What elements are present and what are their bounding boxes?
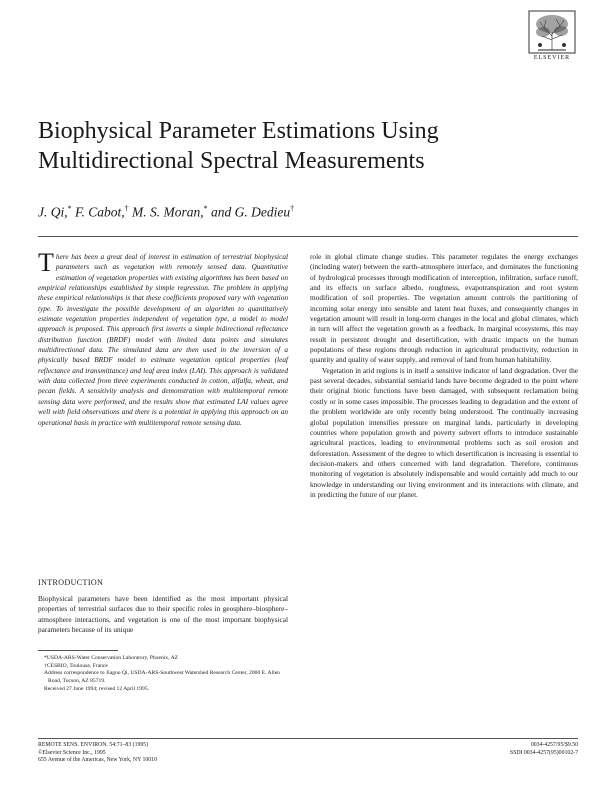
footnote-affiliation-2: †CESBIO, Toulouse, France bbox=[44, 662, 108, 669]
author-2-mark: † bbox=[124, 204, 129, 213]
footer-divider bbox=[38, 738, 578, 739]
citation-line-3: 655 Avenue of the Americas, New York, NY 10010 bbox=[38, 757, 157, 764]
issn-line-1: 0034-4257/95/$9.50 bbox=[530, 742, 578, 748]
abstract-text: here has been a great deal of interest in estimation of terrestrial biophysical parameters such as vegetation with remotely sensed data. Quantitative estimation of vegetation properties with existing algorithms has been based on empirical relationships established by simple regression. The problem in applying these empirical relationships is that these coefficients proposed vary with vegetation type. To investigate the possible development of an algorithm to quantitatively estimate vegetation properties independent of vegetation type, a model to model approach is proposed. This approach first inverts a simple bidirectional reflectance distribution function (BRDF) model with limited data points and simulates multidirectional data. The simulated data are then used in the inversion of a physically based BRDF model to estimate vegetation optical properties (leaf reflectance and transmittance) and leaf area index (LAI). This approach is validated with data collected from three experiments conducted in cotton, alfalfa, wheat, and pecan fields. A sensitivity analysis and demonstration with multitemporal remote sensing data were performed, and the results show that estimated LAI values agree well with field observations and there is a potential in applying this approach on an operational basis in practice with multitemporal remote sensing data. bbox=[38, 252, 288, 427]
header-divider bbox=[38, 236, 578, 237]
author-1: J. Qi, bbox=[38, 204, 68, 220]
elsevier-tree-icon bbox=[528, 10, 576, 54]
issn-info bbox=[478, 742, 578, 757]
issn-line-2: SSDI 0034-4257(95)00102-7 bbox=[509, 749, 578, 756]
right-paragraph-1: role in global climate change studies. This parameter regulates the energy exchanges (including water) between the earth–atmosphere interface, and dominates the functioning of hydrological processes through modification of interception, infiltration, surface runoff, and its effects on surface albedo, roughness, evapotranspiration and root system modification of soil properties. The vegetation amount controls the partitioning of incoming solar energy into sensible and latent heat fluxes, and consequently changes in vegetation amount will result in long-term changes in the local and global climates, which in turn will affect the vegetation growth as a feedback. In marginal ecosystems, this may result in persistent drought and desertification, with drastic impacts on the human populations of these regions through reduction in agricultural productivity, reduction in quantity and quality of water supply, and removal of land from human habitability. bbox=[310, 252, 578, 365]
author-3-mark: * bbox=[203, 204, 208, 213]
author-4-mark: † bbox=[290, 204, 295, 213]
footnote-affiliation-1: *USDA-ARS-Water Conservation Laboratory, Phoenix, AZ bbox=[44, 655, 179, 661]
intro-paragraph: Biophysical parameters have been identified as the most important physical properties of terrestrial surfaces due to their specific roles in geosphere–biosphere–atmosphere interactions, and vegetation is one of the most important biophysical parameters because of its unique bbox=[38, 594, 288, 634]
publisher-logo bbox=[528, 10, 576, 61]
footnote-received: Received 27 June 1994; revised 12 April 1995. bbox=[44, 685, 150, 692]
author-1-mark: * bbox=[67, 204, 72, 213]
author-4: and G. Dedieu bbox=[211, 204, 291, 220]
section-heading: INTRODUCTION bbox=[38, 578, 104, 587]
right-column bbox=[310, 252, 578, 500]
footnote-correspondence: Address correspondence to Jiaguo Qi, USDA-ARS-Southwest Watershed Research Center, 2000 E. Allen Road, Tucson, AZ 85719. bbox=[44, 670, 280, 685]
citation-line-1: REMOTE SENS. ENVIRON. 54:71–83 (1995) bbox=[38, 742, 149, 748]
footnote-divider bbox=[38, 650, 118, 651]
abstract bbox=[38, 248, 288, 428]
right-paragraph-2: Vegetation in arid regions is in itself a sensitive indicator of land degradation. Over the past several decades, substantial semiarid lands have become degraded to the point where their original biotic functions have been damaged, with subsequent reclamation being costly or in some cases impossible. The processes leading to degradation and the extent of the problem worldwide are only recently being understood. The continually increasing global population intensifies pressure on marginal lands, particularly in developing countries where population growth and poverty subvert efforts to introduce sustainable agricultural practices, leading to environmental problems such as soil erosion and deforestation. Assessment of the degree to which desertification is increasing is essential to decision-makers and others concerned with land degradation. Therefore, continuous monitoring of vegetation is absolutely indispensable and would certainly add much to our knowledge in understanding our living environment and its interactions with climate, and in predicting the future of our planet. bbox=[310, 365, 578, 499]
citation-line-2: ©Elsevier Science Inc., 1995 bbox=[38, 749, 106, 756]
author-list bbox=[38, 204, 294, 221]
title-line-1: Biophysical Parameter Estimations Using bbox=[38, 118, 439, 144]
footnotes bbox=[38, 650, 288, 694]
author-2: F. Cabot, bbox=[75, 204, 125, 220]
title-line-2: Multidirectional Spectral Measurements bbox=[38, 148, 425, 174]
article-title bbox=[38, 116, 578, 176]
abstract-dropcap: T bbox=[38, 248, 54, 277]
author-3: M. S. Moran, bbox=[132, 204, 204, 220]
journal-citation bbox=[38, 742, 157, 765]
publisher-name: ELSEVIER bbox=[533, 55, 571, 61]
